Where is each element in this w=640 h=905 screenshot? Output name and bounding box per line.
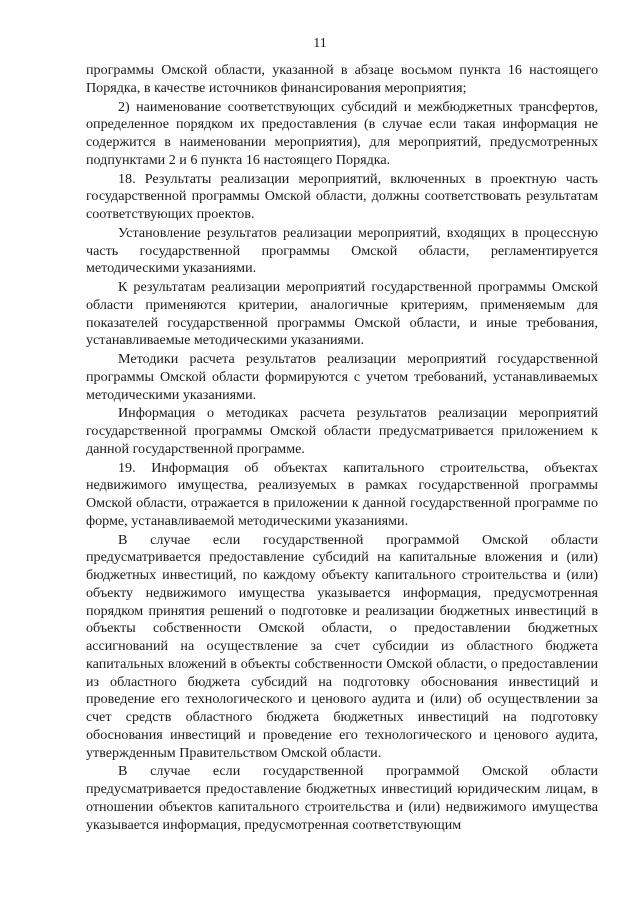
paragraph-section-18: 18. Результаты реализации мероприятий, включенных в проектную часть государственной программы Омской области, должны соответствовать результатам соответствующих проектов. — [86, 170, 598, 222]
paragraph-capital-investments: В случае если государственной программой Омской области предусматривается предоставление субсидий на капитальные вложения и (или) бюджетных инвестиций, по каждому объекту капитального строительства и (или) объекту недвижимого имущества указывается информация, предусмотренная порядком принятия решений о подготовке и реализации бюджетных инвестиций в объекты собственности Омской области, о предоставлении бюджетных ассигнований на осуществление за счет субсидии из областного бюджета капитальных вложений в объекты собственности Омской области, о предоставлении из областного бюджета субсидий на подготовку обоснования инвестиций и проведение его технологического и ценового аудита и (или) об осуществлении за счет средств областного бюджета бюджетных инвестиций на подготовку обоснования инвестиций и проведение его технологического и ценового аудита, утвержденным Правительством Омской области. — [86, 531, 598, 761]
paragraph-item-2: 2) наименование соответствующих субсидий и межбюджетных трансфертов, определенное порядком их предоставления (в случае если такая информация не содержится в наименовании мероприятия), для мероприятий, предусмотренных подпунктами 2 и 6 пункта 16 настоящего Порядка. — [86, 98, 598, 168]
paragraph-calculation-methods: Методики расчета результатов реализации мероприятий государственной программы Омской области формируются с учетом требований, устанавливаемых методическими указаниями. — [86, 351, 598, 403]
paragraph-section-19: 19. Информация об объектах капитального строительства, объектах недвижимого имущества, реализуемых в рамках государственной программы Омской области, отражается в приложении к данной государственной программе по форме, устанавливаемой методическими указаниями. — [86, 459, 598, 529]
paragraph-continuation: программы Омской области, указанной в абзаце восьмом пункта 16 настоящего Порядка, в качестве источников финансирования мероприятия; — [86, 62, 598, 96]
paragraph-methods-info: Информация о методиках расчета результатов реализации мероприятий государственной программы Омской области предусматривается приложением к данной государственной программе. — [86, 405, 598, 457]
paragraph-process-part: Установление результатов реализации мероприятий, входящих в процессную часть государственной программы Омской области, регламентируется методическими указаниями. — [86, 224, 598, 277]
paragraph-results-criteria: К результатам реализации мероприятий государственной программы Омской области применяются критерии, аналогичные критериям, применяемым для показателей государственной программы Омской области, и иные требования, устанавливаемые методическими указаниями. — [86, 279, 598, 349]
document-body — [86, 62, 598, 834]
paragraph-legal-entities: В случае если государственной программой Омской области предусматривается предоставление бюджетных инвестиций юридическим лицам, в отношении объектов капитального строительства и (или) недвижимого имущества указывается информация, предусмотренная соответствующим — [86, 763, 598, 833]
page-number: 11 — [313, 36, 327, 51]
